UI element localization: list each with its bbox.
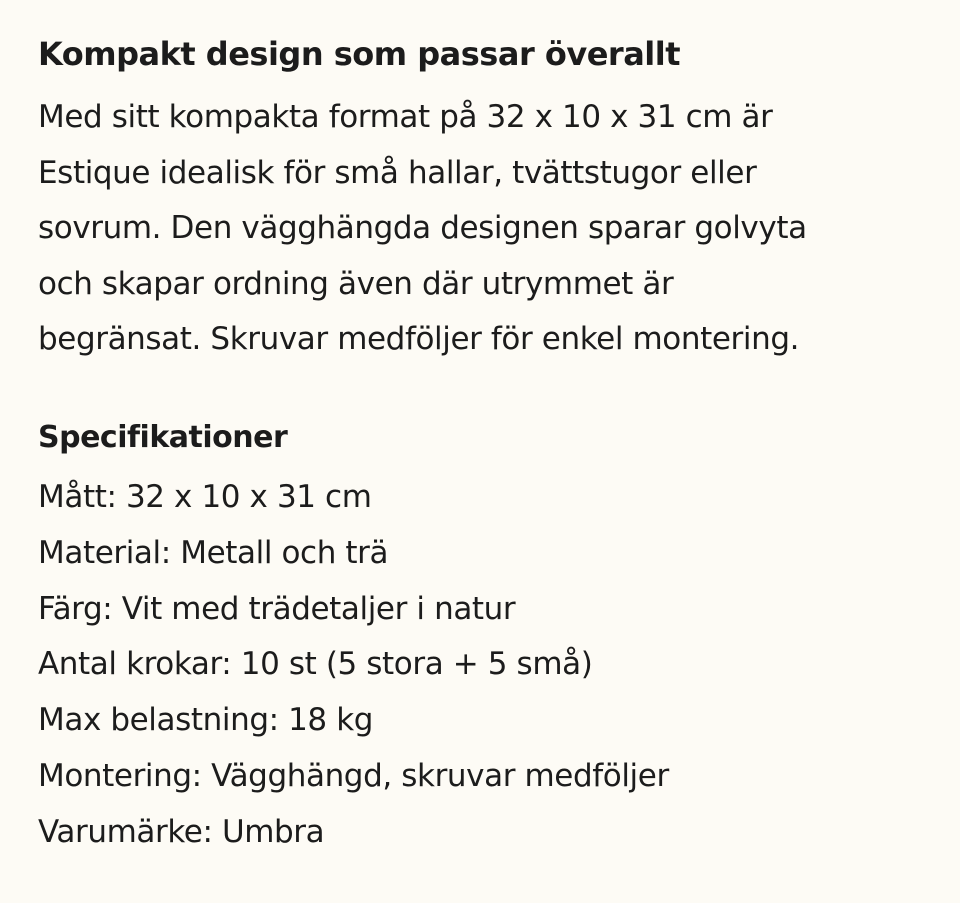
description-line: begränsat. Skruvar medföljer för enkel montering.	[38, 321, 800, 357]
spec-dimensions: Mått: 32 x 10 x 31 cm	[38, 479, 372, 515]
spec-mounting: Montering: Vägghängd, skruvar medföljer	[38, 757, 669, 794]
spec-material: Material: Metall och trä	[38, 534, 389, 571]
description-line: sovrum. Den vägghängda designen sparar golvyta	[38, 210, 807, 246]
spec-max-load: Max belastning: 18 kg	[38, 702, 374, 739]
description-line: Estique idealisk för små hallar, tvättstugor eller	[38, 154, 757, 191]
spec-hook-count: Antal krokar: 10 st (5 stora + 5 små)	[38, 646, 593, 683]
spec-brand: Varumärke: Umbra	[38, 813, 325, 850]
description-line: Med sitt kompakta format på 32 x 10 x 31 cm är	[38, 99, 773, 135]
description-line: och skapar ordning även där utrymmet är	[38, 265, 674, 302]
specifications-list	[38, 470, 669, 861]
compact-design-description	[38, 90, 938, 368]
specifications-heading: Specifikationer	[38, 420, 288, 455]
spec-color: Färg: Vit med trädetaljer i natur	[38, 590, 516, 627]
compact-design-heading: Kompakt design som passar överallt	[38, 35, 681, 73]
